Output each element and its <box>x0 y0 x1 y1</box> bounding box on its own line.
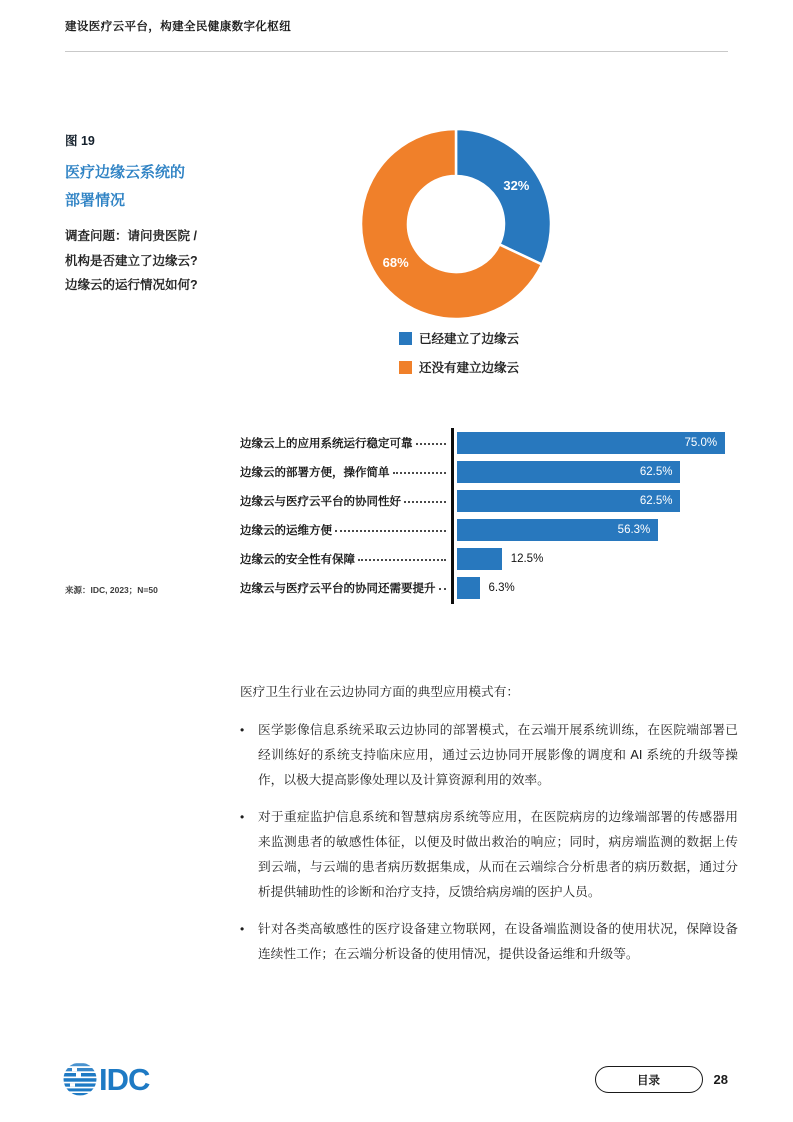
bullet-text: 针对各类高敏感性的医疗设备建立物联网，在设备端监测设备的使用状况，保障设备连续性工作；在云端分析设备的使用情况，提供设备运维和升级等。 <box>258 922 738 961</box>
idc-logo <box>63 1060 155 1103</box>
legend-item-0 <box>399 329 519 347</box>
bar-value-label: 6.3% <box>488 581 515 594</box>
figure-title-line2: 部署情况 <box>65 192 126 209</box>
bar-category-label: 边缘云与医疗云平台的协同还需要提升 <box>240 582 436 595</box>
figure-number: 图 19 <box>65 134 95 148</box>
bar-track <box>457 548 743 570</box>
bar-track <box>457 432 743 454</box>
bullet-text: 对于重症监护信息系统和智慧病房系统等应用，在医院病房的边缘端部署的传感器用来监测患者的敏感性体征，以便及时做出救治的响应；同时，病房端监测的数据上传到云端，与云端的患者病历数据集成，从而在云端综合分析患者的病历数据，通过分析提供辅助性的诊断和治疗支持，反馈给病房端的医护人员。 <box>258 810 738 899</box>
legend-swatch <box>399 361 412 374</box>
dotted-leader <box>416 443 447 445</box>
bullet-marker: • <box>240 723 245 737</box>
bullet-text: 医学影像信息系统采取云边协同的部署模式，在云端开展系统训练，在医院端部署已经训练好的系统支持临床应用，通过云边协同开展影像的调度和 AI 系统的升级等操作，以极大提高影像处理以及计算资源利用的效率。 <box>258 723 738 787</box>
source-note: 来源：IDC, 2023；N=50 <box>65 585 158 595</box>
survey-question-line2: 机构是否建立了边缘云? <box>65 253 198 268</box>
footer-right <box>595 1066 728 1093</box>
legend-label: 还没有建立边缘云 <box>419 361 520 375</box>
bar-row <box>240 457 745 486</box>
page-number: 28 <box>713 1072 728 1087</box>
bar-value-label: 62.5% <box>639 494 673 507</box>
bar-value-label: 56.3% <box>617 523 651 536</box>
donut-slice-label: 32% <box>503 178 530 194</box>
bar-label-cell <box>240 551 450 567</box>
legend-label: 已经建立了边缘云 <box>419 332 520 346</box>
bar-chart-axis-line <box>451 428 454 604</box>
legend-swatch <box>399 332 412 345</box>
body-intro: 医疗卫生行业在云边协同方面的典型应用模式有： <box>240 685 520 699</box>
page-header-title: 建设医疗云平台，构建全民健康数字化枢纽 <box>65 21 292 33</box>
legend-item-1 <box>399 358 519 376</box>
bar-label-cell <box>240 493 450 509</box>
bar-category-label: 边缘云与医疗云平台的协同性好 <box>240 495 401 508</box>
bullet-marker: • <box>240 810 245 824</box>
donut-chart <box>356 124 556 324</box>
dotted-leader <box>358 559 446 561</box>
bar-label-cell <box>240 580 450 596</box>
bar-row <box>240 544 745 573</box>
svg-text:IDC: IDC <box>99 1062 150 1097</box>
bar-fill <box>457 577 480 599</box>
survey-question-line3: 边缘云的运行情况如何? <box>65 278 198 292</box>
bullet-marker: • <box>240 922 245 936</box>
bar-label-cell <box>240 522 450 538</box>
bullet-item-0 <box>240 718 738 793</box>
bar-value-label: 62.5% <box>639 465 673 478</box>
bar-fill <box>457 548 502 570</box>
header-divider <box>65 51 728 52</box>
figure-title-line1: 医疗边缘云系统的 <box>65 164 186 181</box>
bar-row <box>240 573 745 602</box>
bar-category-label: 边缘云上的应用系统运行稳定可靠 <box>240 437 413 450</box>
bar-row <box>240 486 745 515</box>
survey-question-line1: 调查问题：请问贵医院 / <box>65 229 197 243</box>
bar-row <box>240 428 745 457</box>
bar-label-cell <box>240 435 450 451</box>
idc-logo-graphic <box>63 1060 155 1098</box>
figure-caption <box>65 131 245 298</box>
bar-label-cell <box>240 464 450 480</box>
bar-track <box>457 461 743 483</box>
bar-category-label: 边缘云的部署方便，操作简单 <box>240 466 390 479</box>
body-text <box>240 680 738 979</box>
bullet-item-2 <box>240 917 738 967</box>
bar-value-label: 12.5% <box>510 552 544 565</box>
bullet-list <box>240 718 738 967</box>
donut-legend <box>399 329 519 387</box>
bar-track <box>457 519 743 541</box>
bar-category-label: 边缘云的安全性有保障 <box>240 553 355 566</box>
bar-category-label: 边缘云的运维方便 <box>240 524 332 537</box>
bar-row <box>240 515 745 544</box>
donut-slice-0 <box>456 129 551 264</box>
dotted-leader <box>404 501 446 503</box>
dotted-leader <box>393 472 447 474</box>
toc-button[interactable]: 目录 <box>595 1066 703 1093</box>
bar-track <box>457 577 743 599</box>
bar-chart <box>240 428 745 602</box>
dotted-leader <box>439 588 447 590</box>
bullet-item-1 <box>240 805 738 905</box>
dotted-leader <box>335 530 446 532</box>
bar-track <box>457 490 743 512</box>
bar-value-label: 75.0% <box>684 436 718 449</box>
donut-slice-label: 68% <box>382 254 409 270</box>
